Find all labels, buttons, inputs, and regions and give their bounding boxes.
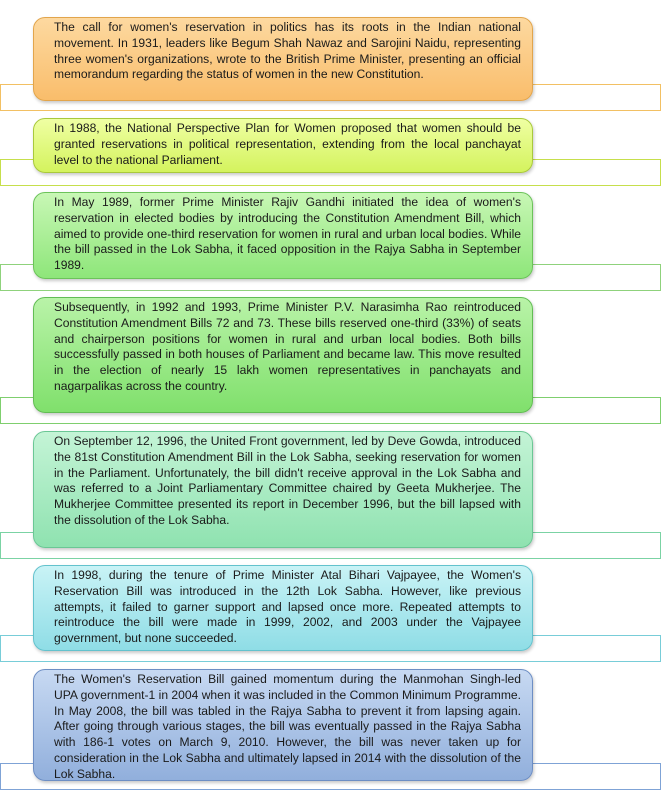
box-4-text: Subsequently, in 1992 and 1993, Prime Minister P.V. Narasimha Rao reintroduced Constitution Amendment Bills 72 and 73. These bills reserved one-third (33%) of seats and chairperson positions for women in rural and urban local bodies. Both bills successfully passed in both houses of Parliament and became law. This move resulted in the election of nearly 15 lakh women representatives in panchayats and nagarpalikas across the country. bbox=[54, 300, 521, 393]
box-4-card bbox=[33, 297, 533, 413]
box-7-card bbox=[33, 669, 533, 781]
box-3-text: In May 1989, former Prime Minister Rajiv Gandhi initiated the idea of women's reservation in elected bodies by introducing the Constitution Amendment Bill, which aimed to provide one-third reservation for women in rural and urban local bodies. While the bill passed in the Lok Sabha, it faced opposition in the Rajya Sabha in September 1989. bbox=[54, 195, 521, 273]
box-5-text: On September 12, 1996, the United Front government, led by Deve Gowda, introduced the 81st Constitution Amendment Bill in the Lok Sabha, seeking reservation for women in the Parliament. Unfortunately, the bill didn't receive approval in the Lok Sabha and was referred to a Joint Parliamentary Committee chaired by Geeta Mukherjee. The Mukherjee Committee presented its report in December 1996, but the bill lapsed with the dissolution of the Lok Sabha. bbox=[54, 434, 521, 527]
box-2-text: In 1988, the National Perspective Plan for Women proposed that women should be granted reservations in political representation, extending from the local panchayat level to the national Parliament. bbox=[54, 121, 521, 167]
box-5-card bbox=[33, 431, 533, 548]
box-6-text: In 1998, during the tenure of Prime Minister Atal Bihari Vajpayee, the Women's Reservation Bill was introduced in the 12th Lok Sabha. However, like previous attempts, it failed to garner support and lapsed once more. Repeated attempts to reintroduce the bill were made in 1999, 2002, and 2003 under the Vajpayee government, but none succeeded. bbox=[54, 568, 521, 646]
box-1-card bbox=[33, 17, 533, 101]
box-2-card bbox=[33, 118, 533, 173]
box-3-card bbox=[33, 192, 533, 279]
box-7-text: The Women's Reservation Bill gained momentum during the Manmohan Singh-led UPA government-1 in 2004 when it was included in the Common Minimum Programme. In May 2008, the bill was tabled in the Rajya Sabha to prevent it from lapsing again. After going through various stages, the bill was eventually passed in the Rajya Sabha with 186-1 votes on March 9, 2010. However, the bill was never taken up for consideration in the Lok Sabha and ultimately lapsed in 2014 with the dissolution of the Lok Sabha. bbox=[54, 672, 521, 781]
box-6-card bbox=[33, 565, 533, 651]
box-1-text: The call for women's reservation in politics has its roots in the Indian national movement. In 1931, leaders like Begum Shah Nawaz and Sarojini Naidu, representing three women's organizations, wrote to the British Prime Minister, presenting an official memorandum regarding the status of women in the new Constitution. bbox=[54, 20, 521, 82]
